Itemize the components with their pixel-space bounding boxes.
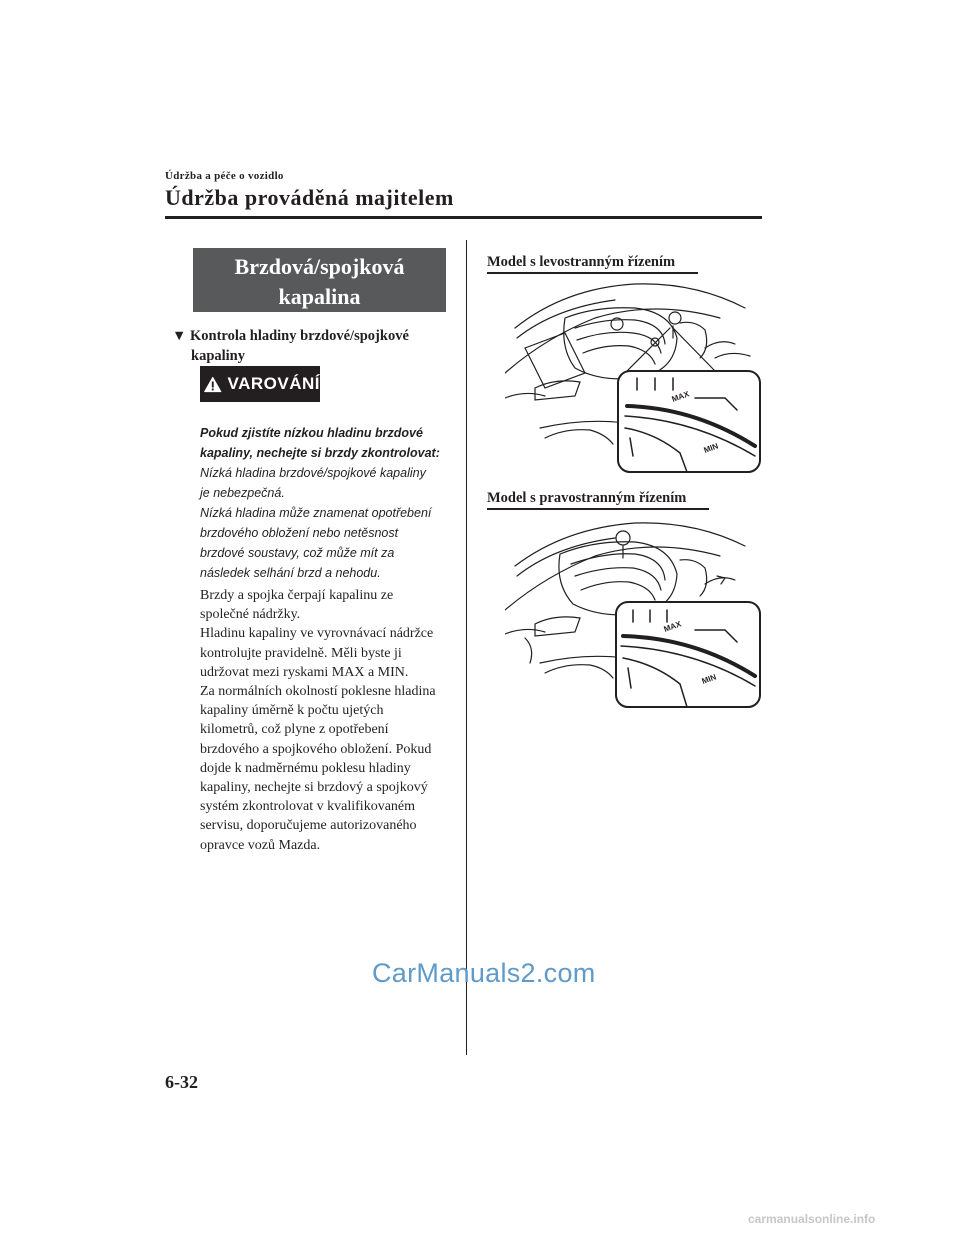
rhd-reservoir-detail <box>616 602 760 707</box>
warning-line: Nízká hladina může znamenat opotřebení <box>200 506 432 520</box>
topic-heading-line2: kapalina <box>278 284 361 309</box>
lhd-engine-illustration <box>505 278 767 476</box>
warning-line: brzdového obložení nebo netěsnost <box>200 526 399 540</box>
body-line: systém zkontrolovat v kvalifikovaném <box>200 799 416 815</box>
chapter-title: Údržba a péče o vozidlo <box>165 170 284 182</box>
triangle-marker-icon: ▼ <box>172 328 187 344</box>
warning-line: Nízká hladina brzdové/spojkové kapaliny <box>200 466 426 480</box>
body-line: společné nádržky. <box>200 607 301 623</box>
warning-line: je nebezpečná. <box>200 486 285 500</box>
rhd-min-mark: MIN <box>700 672 718 686</box>
warning-banner <box>200 366 320 402</box>
lhd-model-label: Model s levostranným řízením <box>487 254 676 270</box>
header-rule <box>165 216 762 219</box>
lhd-reservoir-detail <box>618 371 760 472</box>
lhd-label-rule <box>487 272 698 274</box>
body-line: kapaliny úměrně k počtu ujetých <box>200 703 384 719</box>
subheading-line2: kapaliny <box>191 348 245 364</box>
rhd-max-mark: MAX <box>662 619 683 634</box>
footer-watermark: carmanualsonline.info <box>748 1212 876 1226</box>
topic-heading-box <box>193 248 446 312</box>
body-line: kontrolujte pravidelně. Měli byste ji <box>200 645 402 661</box>
lhd-min-mark: MIN <box>702 441 720 455</box>
body-line: kilometrů, což plyne z opotřebení <box>200 722 389 738</box>
page-number: 6-32 <box>165 1072 198 1092</box>
warning-line: brzdové soustavy, což může mít za <box>200 546 395 560</box>
section-title: Údržba prováděná majitelem <box>165 185 454 210</box>
rhd-engine-illustration <box>505 518 767 710</box>
subheading-line1: Kontrola hladiny brzdové/spojkové <box>190 328 409 344</box>
body-line: Za normálních okolností poklesne hladina <box>200 684 436 700</box>
warning-text <box>200 423 455 583</box>
rhd-model-label: Model s pravostranným řízením <box>487 490 687 506</box>
column-divider <box>466 240 467 1055</box>
body-line: Hladinu kapaliny ve vyrovnávací nádržce <box>200 626 434 642</box>
lhd-max-mark: MAX <box>670 389 691 404</box>
body-line: dojde k nadměrnému poklesu hladiny <box>200 760 411 776</box>
body-line: Brzdy a spojka čerpají kapalinu ze <box>200 588 394 603</box>
body-line: brzdového a spojkového obložení. Pokud <box>200 741 432 757</box>
warning-triangle-icon <box>204 373 222 396</box>
body-paragraph <box>200 586 465 855</box>
topic-heading-line1: Brzdová/spojková <box>234 254 405 279</box>
warning-bold-line1: Pokud zjistíte nízkou hladinu brzdové <box>200 426 423 440</box>
warning-bold-line2: kapaliny, nechejte si brzdy zkontrolovat: <box>200 446 440 460</box>
body-line: kapaliny, nechejte si brzdový a spojkový <box>200 780 428 796</box>
watermark-logo: CarManuals2.com <box>372 958 596 988</box>
rhd-label-rule <box>487 508 709 510</box>
body-line: servisu, doporučujeme autorizovaného <box>200 818 417 834</box>
warning-line: následek selhání brzd a nehodu. <box>200 566 381 580</box>
body-line: opravce vozů Mazda. <box>200 837 321 853</box>
subheading <box>172 326 452 366</box>
warning-label: VAROVÁNÍ <box>227 374 320 393</box>
body-line: udržovat mezi ryskami MAX a MIN. <box>200 664 409 680</box>
